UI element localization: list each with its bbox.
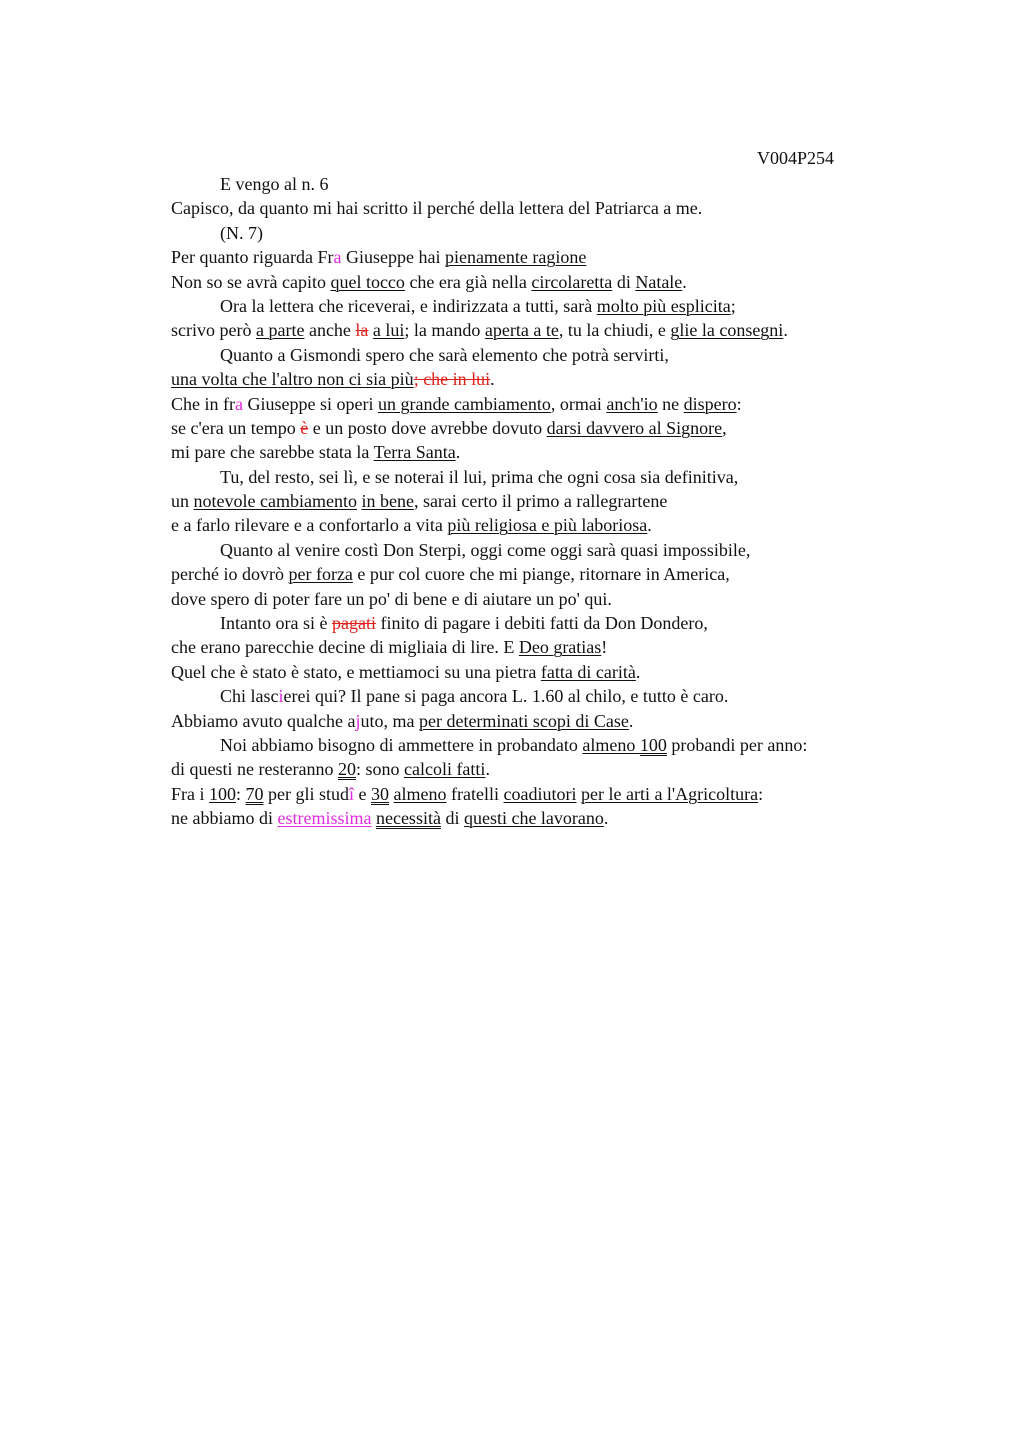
text-line: [171, 392, 931, 416]
text-run: uto, ma: [360, 710, 419, 731]
text-line: [171, 294, 931, 318]
underlined-text: aperta a te: [484, 320, 559, 341]
text-run: :: [236, 783, 246, 804]
text-run: .: [682, 271, 687, 292]
text-run: Fra i: [171, 783, 209, 804]
text-run: Per quanto riguarda Fr: [171, 247, 334, 268]
underlined-text: notevole cambiamento: [193, 491, 357, 512]
text-run: .: [603, 808, 609, 829]
text-line: [171, 757, 931, 781]
text-line: [171, 782, 931, 806]
underlined-text: almeno: [582, 734, 640, 755]
text-run: Chi lasc: [220, 686, 279, 707]
struck-text: ; che in lui: [413, 369, 491, 390]
underlined-text: Natale: [635, 271, 683, 292]
double-underlined-text: 100: [639, 734, 667, 755]
text-run: perché io dovrò: [171, 564, 289, 585]
text-run: di: [612, 271, 636, 292]
text-line: [171, 270, 931, 294]
text-run: E vengo al n. 6: [220, 174, 329, 194]
text-line: [171, 562, 931, 586]
text-line: [171, 660, 931, 684]
text-run: Abbiamo avuto qualche a: [171, 710, 356, 731]
text-line: [171, 684, 931, 708]
text-run: e pur col cuore che mi piange, ritornare in America,: [352, 564, 730, 585]
text-line: [171, 172, 931, 196]
text-run: ne: [657, 393, 684, 414]
text-run: Ora la lettera che riceverai, e indirizzata a tutti, sarà: [220, 295, 597, 316]
text-line: [171, 611, 931, 635]
text-run: e un posto dove avrebbe dovuto: [308, 417, 547, 438]
text-run: finito di pagare i debiti fatti da Don Dondero,: [375, 613, 708, 634]
underlined-text: almeno: [393, 783, 447, 804]
highlighted-text: estremissima: [277, 808, 372, 829]
highlighted-text: i: [278, 686, 284, 707]
text-line: [171, 489, 931, 513]
text-run: erei qui? Il pane si paga ancora L. 1.60 al chilo, e tutto è caro.: [283, 686, 729, 707]
highlighted-text: î: [349, 783, 355, 804]
highlighted-text: a: [234, 393, 243, 414]
underlined-text: questi che lavorano: [463, 808, 604, 829]
text-run: Quanto a Gismondi spero che sarà elemento che potrà servirti,: [220, 344, 669, 365]
text-run: e: [354, 783, 372, 804]
text-run: , sarai certo il primo a rallegrartene: [413, 491, 668, 512]
double-underlined-text: 30: [371, 783, 390, 804]
text-run: ne abbiamo di: [171, 808, 278, 829]
text-line: [171, 709, 931, 733]
struck-text: è: [300, 417, 309, 438]
text-run: per gli stud: [263, 783, 350, 804]
underlined-text: 100: [209, 783, 236, 804]
text-run: ,: [722, 417, 727, 438]
text-line: [171, 318, 931, 342]
text-run: scrivo però: [171, 320, 256, 341]
text-run: , tu la chiudi, e: [558, 320, 671, 341]
double-underlined-text: 20: [337, 759, 356, 780]
underlined-text: circolaretta: [531, 271, 613, 292]
text-run: ;: [730, 295, 736, 316]
text-line: [171, 196, 931, 220]
text-run: dove spero di poter fare un po' di bene e di aiutare un po' qui.: [171, 588, 612, 609]
text-line: [171, 635, 931, 659]
text-run: Noi abbiamo bisogno di ammettere in probandato: [220, 734, 583, 755]
underlined-text: a parte: [255, 320, 305, 341]
text-run: e a farlo rilevare e a confortarlo a vita: [171, 515, 448, 536]
text-run: di questi ne resteranno: [171, 759, 338, 780]
text-run: .: [490, 369, 495, 390]
text-run: se c'era un tempo: [171, 417, 301, 438]
underlined-text: una volta che l'altro non ci sia più: [171, 369, 414, 390]
underlined-text: un grande cambiamento: [377, 393, 551, 414]
text-run: ; la mando: [404, 320, 485, 341]
underlined-text: anch'io: [606, 393, 658, 414]
text-run: Non so se avrà capito: [171, 271, 331, 292]
underlined-text: per determinati scopi di Case: [418, 710, 629, 731]
text-line: [171, 343, 931, 367]
text-run: che era già nella: [404, 271, 532, 292]
underlined-text: Deo gratias: [518, 637, 602, 658]
highlighted-text: j: [355, 710, 361, 731]
underlined-text: per forza: [288, 564, 353, 585]
underlined-text: per le arti a l'Agricoltura: [580, 783, 759, 804]
text-run: :: [736, 393, 742, 414]
text-run: .: [647, 515, 652, 536]
text-line: [171, 465, 931, 489]
text-line: [171, 538, 931, 562]
text-run: : sono: [355, 759, 404, 780]
text-run: che erano parecchie decine di migliaia di lire. E: [171, 637, 519, 658]
underlined-text: pienamente ragione: [444, 247, 587, 268]
text-run: Che in fr: [171, 393, 235, 414]
text-run: .: [783, 320, 788, 341]
text-run: !: [601, 637, 608, 658]
text-run: di: [440, 808, 464, 829]
underlined-text: più religiosa e più laboriosa: [447, 515, 648, 536]
underlined-text: calcoli fatti: [403, 759, 486, 780]
text-run: .: [485, 759, 490, 780]
underlined-text: quel tocco: [330, 271, 405, 292]
text-line: [171, 806, 931, 830]
text-run: .: [635, 661, 641, 682]
struck-text: la: [355, 320, 369, 341]
text-line: [171, 513, 931, 537]
text-line: [171, 440, 931, 464]
text-line: [171, 587, 931, 611]
underlined-text: darsi davvero al Signore: [546, 417, 723, 438]
underlined-text: dispero: [683, 393, 737, 414]
text-run: Giuseppe hai: [341, 247, 445, 268]
text-run: .: [628, 710, 634, 731]
text-run: Intanto ora si è: [220, 613, 332, 634]
double-underlined-text: necessità: [375, 808, 441, 829]
text-line: [171, 367, 931, 391]
text-run: Quanto al venire costì Don Sterpi, oggi come oggi sarà quasi impossibile,: [220, 539, 751, 560]
text-line: [171, 416, 931, 440]
underlined-text: Terra Santa: [373, 442, 456, 463]
text-run: Giuseppe si operi: [242, 393, 378, 414]
page-identifier: V004P254: [757, 148, 835, 168]
text-run: fratelli: [446, 783, 504, 804]
text-run: anche: [304, 320, 356, 341]
struck-text: pagati: [331, 613, 376, 634]
text-run: (N. 7): [220, 222, 263, 243]
text-run: Capisco, da quanto mi hai scritto il perché della lettera del Patriarca a me.: [171, 198, 703, 219]
text-line: [171, 221, 931, 245]
text-run: .: [455, 442, 461, 463]
text-run: un: [171, 491, 194, 512]
underlined-text: glie la consegni: [670, 320, 784, 341]
text-line: [171, 245, 931, 269]
text-run: :: [758, 783, 764, 804]
highlighted-text: a: [333, 247, 342, 268]
letter-body: [171, 172, 931, 831]
text-run: Tu, del resto, sei lì, e se noterai il lui, prima che ogni cosa sia definitiva,: [220, 466, 739, 487]
text-run: , ormai: [550, 393, 607, 414]
underlined-text: coadiutori: [503, 783, 577, 804]
text-run: probandi per anno:: [666, 734, 808, 755]
text-run: Quel che è stato è stato, e mettiamoci su una pietra: [171, 661, 541, 682]
text-run: mi pare che sarebbe stata la: [171, 442, 374, 463]
underlined-text: in bene: [361, 491, 414, 512]
underlined-text: fatta di carità: [540, 661, 636, 682]
underlined-text: molto più esplicita: [596, 295, 731, 316]
text-line: [171, 733, 931, 757]
double-underlined-text: 70: [245, 783, 264, 804]
underlined-text: a lui: [372, 320, 405, 341]
